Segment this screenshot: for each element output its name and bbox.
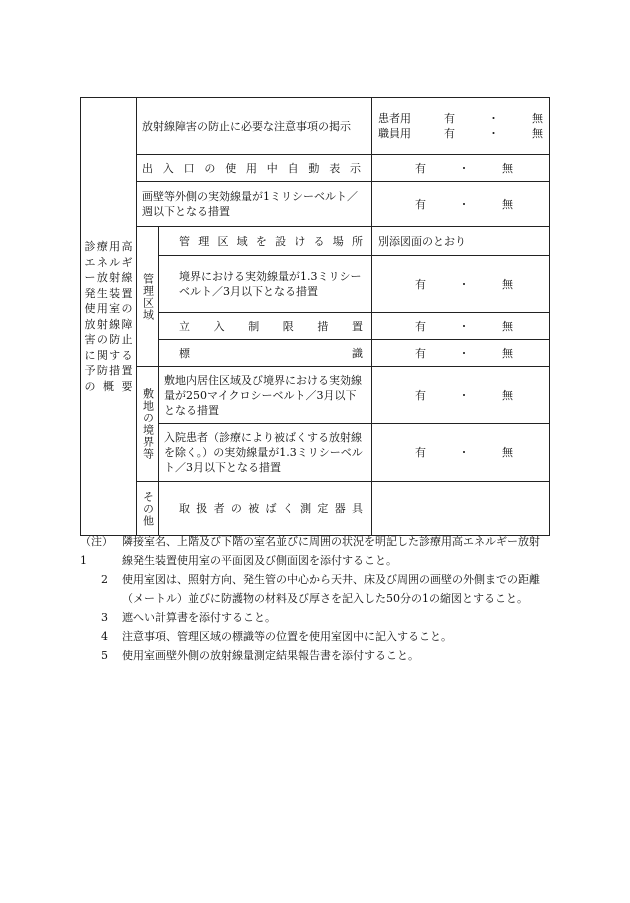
control-boundary-label: 境界における実効線量が1.3ミリシーベルト／3月以下となる措置 bbox=[159, 256, 372, 313]
inpatient-label: 入院患者（診療により被ばくする放射線を除く。）の実効線量が1.3ミリシーベルト／3月以下となる措置 bbox=[159, 424, 372, 482]
no-text: 無 bbox=[532, 112, 543, 125]
site-boundary-group: 敷地の境界等 bbox=[141, 388, 155, 460]
prevention-measures-table bbox=[80, 97, 550, 536]
dot-text: ・ bbox=[488, 112, 499, 125]
note-item bbox=[80, 570, 550, 608]
row-other bbox=[81, 482, 550, 536]
no-text: 無 bbox=[502, 346, 513, 360]
patient-label: 患者用 bbox=[378, 112, 411, 125]
note-item bbox=[80, 646, 550, 665]
no-text: 無 bbox=[532, 127, 543, 140]
yes-text: 有 bbox=[415, 197, 426, 211]
yes-text: 有 bbox=[415, 161, 426, 175]
dot-text: ・ bbox=[458, 319, 470, 333]
staff-label: 職員用 bbox=[378, 127, 411, 140]
note-text: 隣接室名、上階及び下階の室名並びに周囲の状況を明記した診療用高エネルギー放射線発生装置使用室の平面図及び側面図を添付すること。 bbox=[122, 535, 540, 567]
row-notice bbox=[81, 98, 550, 155]
outer-label-cell bbox=[81, 98, 137, 536]
yes-text: 有 bbox=[415, 388, 426, 402]
control-area-group: 管理区域 bbox=[141, 272, 155, 321]
note-number: 2 bbox=[101, 573, 108, 586]
other-value bbox=[372, 482, 550, 536]
site-residence-label: 敷地内居住区域及び境界における実効線量が250マイクロシーベルト／3月以下となる措置 bbox=[159, 367, 372, 424]
notice-label: 放射線障害の防止に必要な注意事項の掲示 bbox=[137, 98, 372, 155]
dot-text: ・ bbox=[458, 277, 470, 291]
other-label: 取扱者の被ばく測定器具 bbox=[179, 502, 363, 515]
entrance-label: 出入口の使用中自動表示 bbox=[142, 161, 361, 175]
notice-values bbox=[372, 98, 550, 155]
control-place-value: 別添図面のとおり bbox=[372, 227, 550, 256]
note-item bbox=[80, 532, 550, 570]
note-text: 使用室画壁外側の放射線量測定結果報告書を添付すること。 bbox=[122, 649, 419, 662]
row-site-residence bbox=[81, 367, 550, 424]
sign-label: 標識 bbox=[179, 346, 363, 360]
note-text: 注意事項、管理区域の標識等の位置を使用室図中に記入すること。 bbox=[122, 630, 452, 643]
control-area-group-cell bbox=[137, 227, 159, 367]
no-text: 無 bbox=[502, 161, 513, 175]
note-item bbox=[80, 608, 550, 627]
no-text: 無 bbox=[502, 197, 513, 211]
dot-text: ・ bbox=[488, 127, 499, 140]
yes-text: 有 bbox=[444, 112, 455, 125]
outer-label: 診療用高エネルギー放射線発生装置使用室の放射線障害の防止に関する予防措置の概要 bbox=[84, 240, 133, 393]
patient-line bbox=[378, 111, 543, 126]
no-text: 無 bbox=[502, 446, 513, 459]
row-control-place bbox=[81, 227, 550, 256]
control-place-label: 管理区域を設ける場所 bbox=[179, 234, 363, 248]
row-wall bbox=[81, 182, 550, 227]
wall-label: 画壁等外側の実効線量が1ミリシーベルト／週以下となる措置 bbox=[137, 182, 372, 227]
no-text: 無 bbox=[502, 277, 513, 291]
other-group: その他 bbox=[141, 490, 155, 527]
dot-text: ・ bbox=[458, 388, 470, 402]
no-text: 無 bbox=[502, 388, 513, 402]
dot-text: ・ bbox=[458, 346, 470, 360]
dot-text: ・ bbox=[458, 446, 470, 459]
note-number: 5 bbox=[101, 649, 108, 662]
dot-text: ・ bbox=[458, 197, 470, 211]
no-text: 無 bbox=[502, 319, 513, 333]
notes-section bbox=[80, 532, 550, 665]
notes-prefix: （注） bbox=[80, 535, 113, 548]
site-boundary-group-cell bbox=[137, 367, 159, 482]
yes-text: 有 bbox=[415, 277, 426, 291]
note-number: 1 bbox=[80, 554, 87, 567]
yes-text: 有 bbox=[415, 446, 426, 459]
entry-restriction-label: 立入制限措置 bbox=[179, 319, 363, 333]
dot-text: ・ bbox=[458, 161, 470, 175]
staff-line bbox=[378, 126, 543, 141]
yes-text: 有 bbox=[415, 346, 426, 360]
other-group-cell bbox=[137, 482, 159, 536]
note-number: 4 bbox=[101, 630, 108, 643]
yes-text: 有 bbox=[415, 319, 426, 333]
note-text: 遮へい計算書を添付すること。 bbox=[122, 611, 276, 624]
note-item bbox=[80, 627, 550, 646]
note-text: 使用室図は、照射方向、発生管の中心から天井、床及び周囲の画壁の外側までの距離（メートル）並びに防護物の材料及び厚さを記入した50分の1の縮図とすること。 bbox=[122, 573, 540, 605]
row-entrance bbox=[81, 155, 550, 182]
note-number: 3 bbox=[101, 611, 108, 624]
yes-text: 有 bbox=[444, 127, 455, 140]
